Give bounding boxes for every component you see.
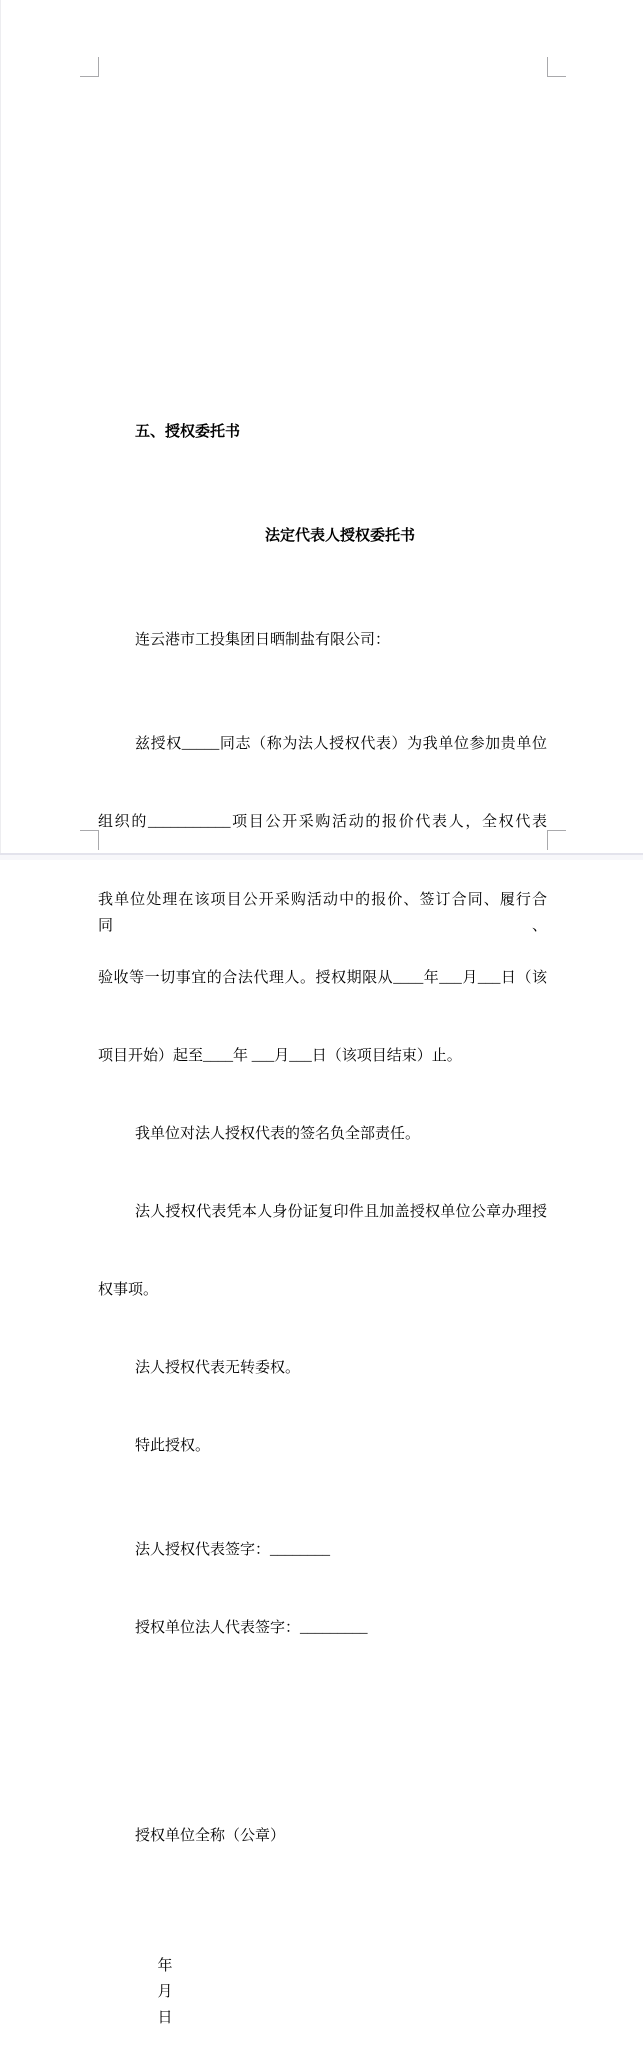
body-line-6: 我单位对法人授权代表的签名负全部责任。 [135,1126,421,1142]
body-line-8: 权事项。 [98,1282,159,1298]
body-line-9: 法人授权代表无转委权。 [135,1360,301,1376]
body-line-2: 组织的___________项目公开采购活动的报价代表人，全权代表 [98,814,547,830]
body-line-7: 法人授权代表凭本人身份证复印件且加盖授权单位公章办理授 [135,1204,547,1220]
area-below-page [0,855,643,860]
body-line-5: 项目开始）起至____年 ___月___日（该项目结束）止。 [98,1048,462,1064]
blank-line [98,1719,547,1745]
section-heading: 五、授权委托书 [135,424,241,440]
signature-line-legal-rep: 授权单位法人代表签字：_________ [135,1620,368,1636]
margin-mark-top-left [80,57,99,77]
body-line-1: 兹授权_____同志（称为法人授权代表）为我单位参加贵单位 [135,736,547,752]
document-text-block [98,341,547,2031]
body-line-4: 验收等一切事宜的合法代理人。授权期限从____年___月___日（该 [98,970,547,986]
margin-mark-top-right [547,57,566,77]
page-left-edge [0,0,1,853]
salutation-line: 连云港市工投集团日晒制盐有限公司： [135,632,391,648]
date-line [98,1927,547,2026]
unit-name-line: 授权单位全称（公章） [135,1828,286,1844]
body-line-3: 我单位处理在该项目公开采购活动中的报价、签订合同、履行合同、 [98,892,547,934]
margin-mark-bottom-left [80,830,99,850]
body-line-10: 特此授权。 [135,1438,211,1454]
month-label: 月 [157,1984,173,2000]
margin-mark-bottom-right [547,830,566,850]
day-label: 日 [157,2010,173,2026]
document-title: 法定代表人授权委托书 [264,528,415,544]
year-label: 年 [157,1958,173,1974]
signature-line-representative: 法人授权代表签字：________ [135,1542,331,1558]
